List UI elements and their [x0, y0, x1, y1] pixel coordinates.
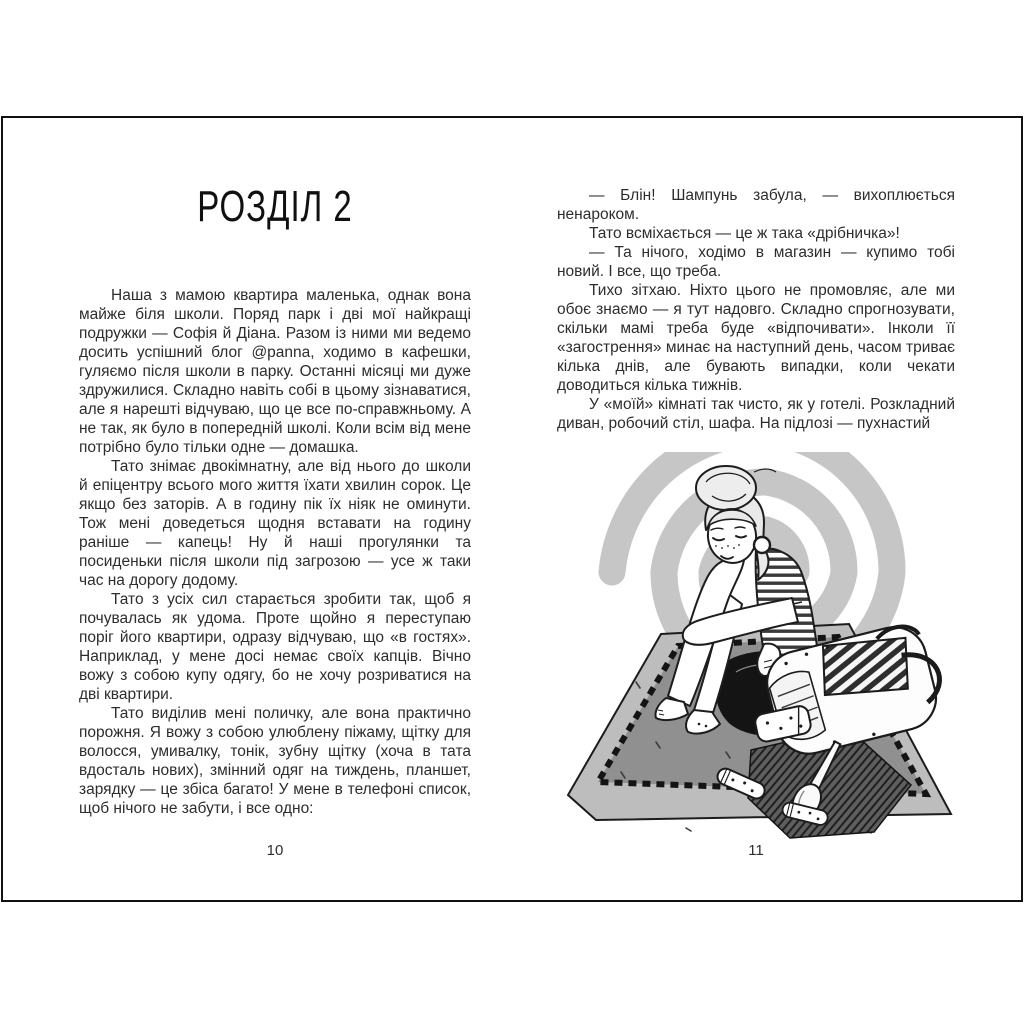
paragraph: Наша з мамою квартира маленька, однак вона майже біля школи. Поряд парк і дві мої найкращі подружки — Софія й Діана. Разом із ними ми ведемо досить успішний блог @panna, ходимо в кафешки, гуляємо після школи в парку. Останні місяці ми дуже здружилися. Складно навіть собі в цьому зізнаватися, але я нарешті відчуваю, що це все по-справжньому. А не так, як було в попередній школі. Коли всім від мене потрібно було тільки одне — домашка. — [79, 287, 471, 456]
paragraph: Тато знімає двокімнатну, але від нього до школи й епіцентру всього мого життя їхати хвилин сорок. Це якщо без заторів. А в годину пік їх ніяк не оминути. Тож мені доведеться щодня вставати на годину раніше — капець! Ну й наші прогулянки та посиденьки після школи під загрозою — усе ж таки час на дорогу додому. — [79, 458, 471, 589]
paragraph: Тато всміхається — це ж така «дрібничка»! — [589, 225, 900, 242]
paragraph: Тато з усіх сил старається зробити так, щоб я почувалась як удома. Проте щойно я переступаю поріг його квартири, одразу відчуваю, що «в гостях». Наприклад, у мене досі немає своїх капців. Вічно вожу з собою купу одягу, бо не хочу розриватися на дві квартири. — [79, 591, 471, 703]
paragraph: Тихо зітхаю. Ніхто цього не промовляє, але ми обоє знаємо — я тут надовго. Складно спрогнозувати, скільки мамі треба буде «відпочивати». Інколи її «загострення» минає на наступний день, часом триває кілька днів, але бувають випадки, коли чекати доводиться кілька тижнів. — [557, 282, 955, 394]
earring — [754, 537, 770, 553]
hair-bun — [696, 466, 756, 510]
left-page-text — [79, 286, 471, 818]
book-spread — [1, 116, 1023, 902]
paragraph: У «моїй» кімнаті так чисто, як у готелі. Розкладний диван, робочий стіл, шафа. На підлозі — пухнастий — [557, 396, 955, 432]
page-number-left: 10 — [266, 842, 284, 859]
left-page — [79, 118, 471, 900]
page-number-right: 11 — [748, 842, 764, 859]
illustration-girl-on-rug — [566, 452, 966, 844]
paragraph: — Блін! Шампунь забула, — вихоплюється ненароком. — [557, 187, 955, 223]
right-page-text — [557, 186, 955, 433]
chapter-title: РОЗДІЛ 2 — [197, 181, 353, 231]
paragraph: Тато виділив мені поличку, але вона практично порожня. Я вожу з собою улюблену піжаму, щітку для волосся, умивалку, тонік, зубну щітку (хоча в тата вдосталь нових), змінний одяг на тиждень, планшет, зарядку — це збіса багато! У мене в телефоні список, щоб нічого не забути, і все одно: — [79, 705, 471, 817]
paragraph: — Та нічого, ходімо в магазин — купимо тобі новий. І все, що треба. — [557, 244, 955, 280]
